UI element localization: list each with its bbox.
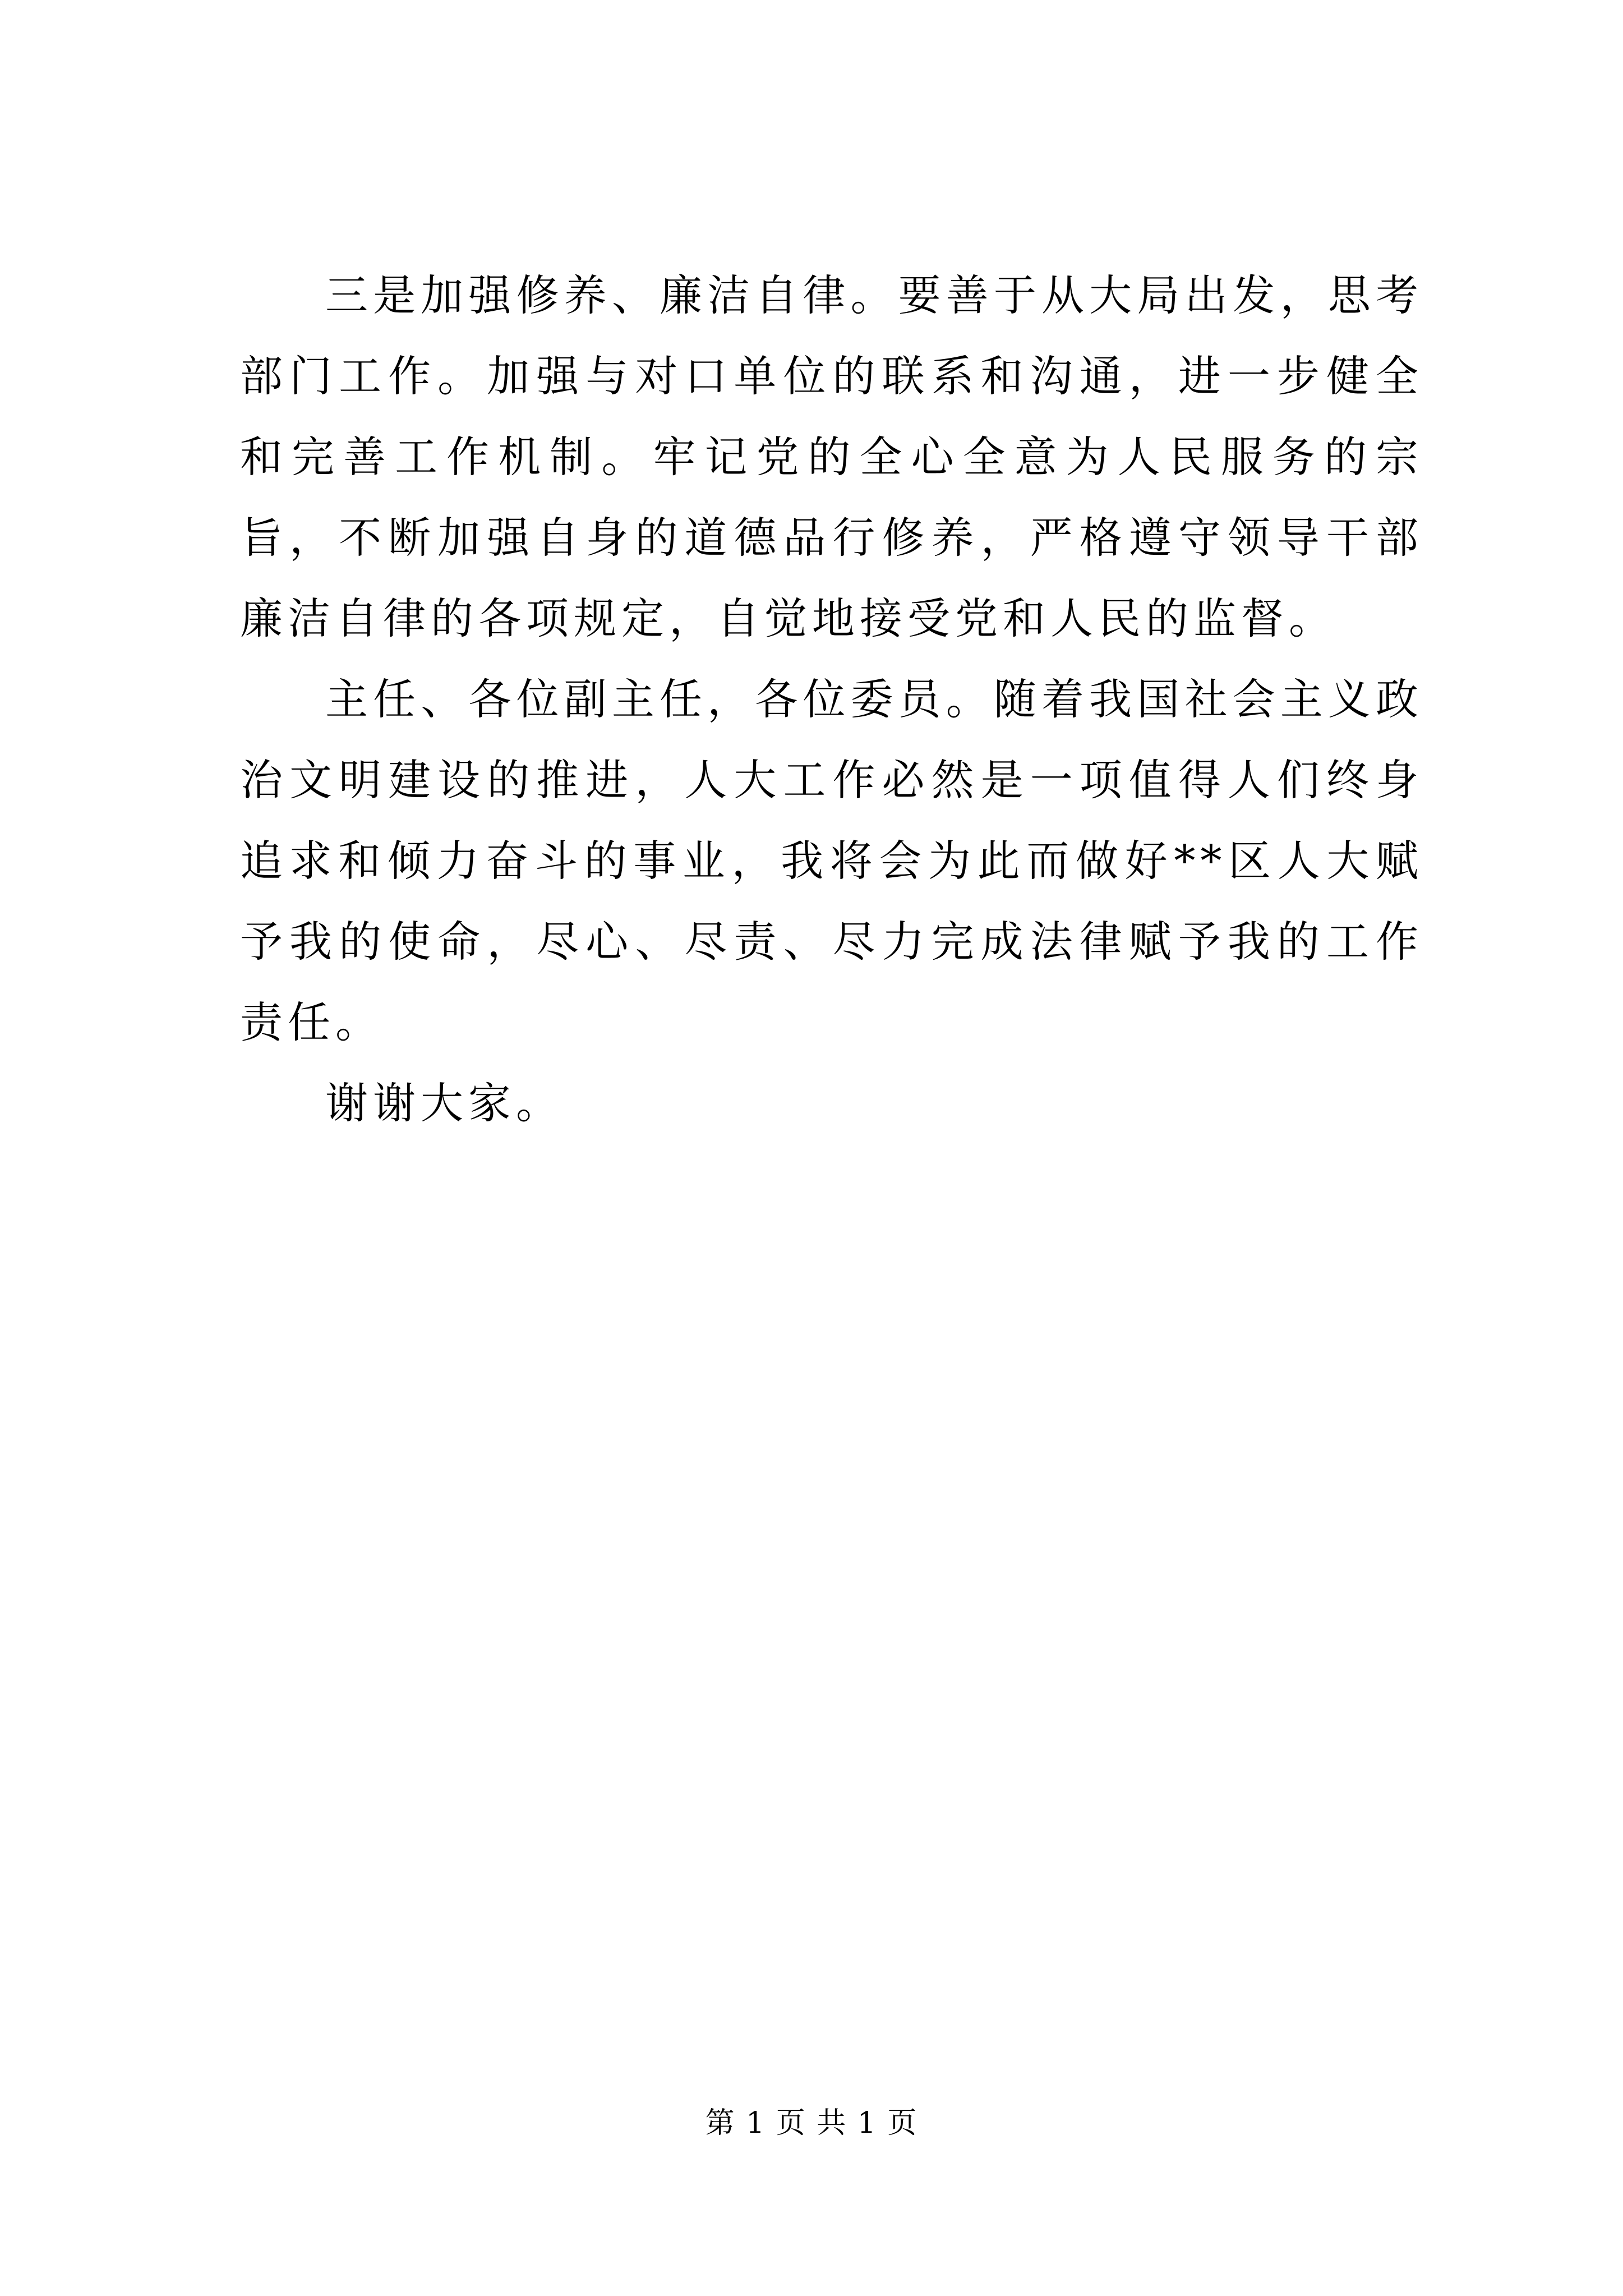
document-body bbox=[240, 255, 1423, 1144]
page-number-footer: 第 1 页 共 1 页 bbox=[705, 2106, 918, 2140]
paragraph-self-discipline: 三是加强修养、廉洁自律。要善于从大局出发，思考部门工作。加强与对口单位的联系和沟通，进一步健全和完善工作机制。牢记党的全心全意为人民服务的宗旨，不断加强自身的道德品行修养，严格遵守领导干部廉洁自律的各项规定，自觉地接受党和人民的监督。 bbox=[240, 270, 1423, 643]
paragraph-thanks: 谢谢大家。 bbox=[325, 1078, 564, 1128]
paragraph-closing-remarks: 主任、各位副主任，各位委员。随着我国社会主义政治文明建设的推进，人大工作必然是一项值得人们终身追求和倾力奋斗的事业，我将会为此而做好**区人大赋予我的使命，尽心、尽责、尽力完成法律赋予我的工作责任。 bbox=[240, 674, 1423, 1047]
